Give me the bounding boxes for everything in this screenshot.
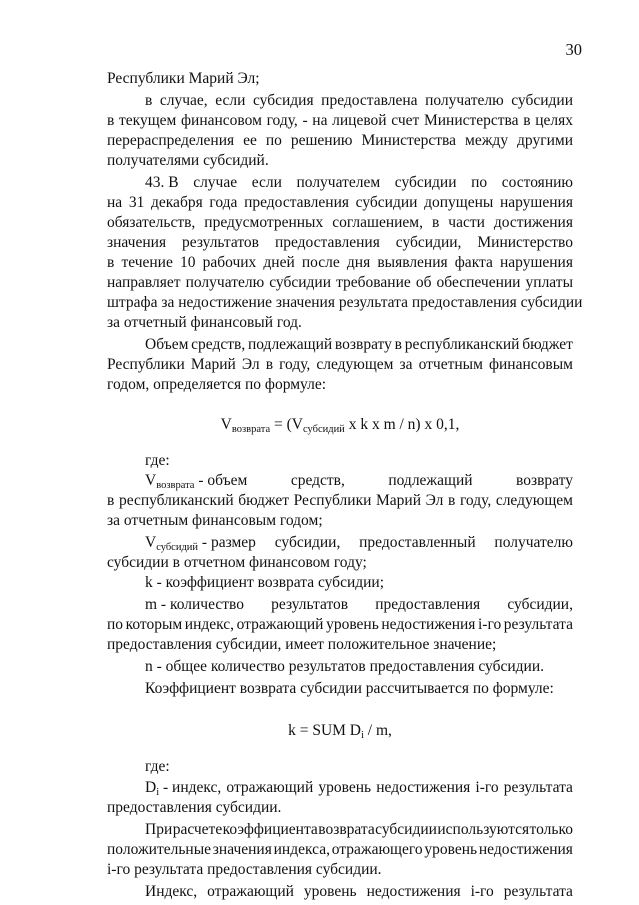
- word: коэффициента: [222, 821, 318, 838]
- word: возврату: [516, 472, 573, 489]
- word: финансовым: [488, 356, 573, 373]
- word: субсидии: [355, 194, 418, 211]
- word: предоставлена: [321, 92, 418, 109]
- word: При: [145, 821, 173, 838]
- word: предоставления: [274, 234, 380, 251]
- word: предоставления: [375, 596, 481, 613]
- formula-return-coefficient: k = SUM $D_i$ / m,: [288, 722, 392, 741]
- word: средств,: [191, 336, 246, 353]
- word: в: [107, 112, 115, 129]
- paragraph-line: за отчетным финансовым годом;: [107, 512, 323, 529]
- word: которым: [125, 616, 183, 633]
- word: факта: [454, 254, 493, 271]
- paragraph-line: i-го результата предоставления субсидии.: [107, 861, 382, 878]
- word: подлежащий: [247, 336, 333, 353]
- word: обязательств,: [107, 214, 196, 231]
- word: отражающий: [207, 883, 294, 900]
- word: перераспределения: [107, 132, 235, 149]
- word: m - количество: [145, 596, 244, 613]
- word: Марий: [376, 492, 422, 509]
- word: отражающий: [226, 779, 314, 796]
- definition-m: [145, 596, 573, 614]
- paragraph-line: [107, 132, 573, 150]
- word: получателю: [494, 534, 573, 551]
- word: субсидии,: [395, 234, 462, 251]
- word: декабря: [151, 194, 203, 211]
- word: возврату: [334, 336, 392, 353]
- word: отчетным: [418, 356, 483, 373]
- word: положительные: [107, 841, 211, 858]
- word: достижения: [493, 214, 573, 231]
- word: течение: [121, 254, 173, 271]
- word: случае,: [159, 92, 208, 109]
- word: только: [529, 821, 573, 838]
- word: Объем: [145, 336, 189, 353]
- word: следующем: [495, 492, 573, 509]
- word: подлежащий: [388, 472, 473, 489]
- word: Марий: [190, 356, 236, 373]
- word: Министерство: [477, 234, 573, 251]
- word: 10: [179, 254, 196, 271]
- paragraph-line: штрафа за недостижение значения результата предоставления субсидии: [107, 294, 583, 311]
- word: недостижения: [381, 616, 476, 633]
- paragraph-line: [107, 356, 573, 374]
- word: недостижения: [366, 883, 461, 900]
- word: дня: [346, 254, 371, 271]
- word: субсидии: [375, 821, 437, 838]
- definition-v-return: $V_{возврата}$ - объем средств, подлежащий возврату: [145, 472, 573, 495]
- word: i-го: [470, 883, 494, 900]
- word: в: [145, 92, 153, 109]
- word: состоянию: [501, 174, 573, 191]
- word: результата: [503, 779, 573, 796]
- word: после: [301, 254, 340, 271]
- page-number: 30: [565, 40, 582, 59]
- word: отражающий: [236, 616, 324, 633]
- word: бюджет: [522, 336, 573, 353]
- word: i-го: [478, 616, 502, 633]
- word: уровень: [424, 841, 478, 858]
- word: Министерства: [361, 132, 457, 149]
- definition-k: k - коэффициент возврата субсидии;: [145, 574, 385, 591]
- paragraph-line: [107, 274, 573, 292]
- word: -: [302, 112, 308, 129]
- word: возврата: [318, 821, 375, 838]
- word: финансовом: [180, 112, 262, 129]
- word: уровень: [326, 616, 379, 633]
- word: Эл: [241, 356, 260, 373]
- paragraph-line: субсидии в отчетном финансовом году;: [107, 554, 367, 571]
- paragraph-line: годом, определяется по формуле:: [107, 376, 327, 393]
- word: допущены: [424, 194, 494, 211]
- word: году,: [279, 356, 311, 373]
- word: результата: [503, 883, 573, 900]
- word: предусмотренных: [204, 214, 324, 231]
- paragraph-line: предоставления субсидии, имеет положительное значение;: [107, 636, 497, 653]
- word: на: [312, 112, 328, 129]
- paragraph-line: предоставления субсидии.: [107, 799, 282, 816]
- word: субсидии: [394, 174, 457, 191]
- paragraph-line: [107, 112, 573, 130]
- word: средств,: [290, 472, 345, 489]
- definition-v-subsidy: $V_{субсидий}$ - размер субсидии, предоставленный получателю: [145, 534, 573, 557]
- word: уплаты: [525, 274, 573, 291]
- word: Министерства: [423, 112, 519, 129]
- word: нарушения: [499, 194, 573, 211]
- word: используются: [437, 821, 530, 838]
- word: Индекс,: [145, 883, 198, 900]
- word: направляет: [107, 274, 181, 291]
- word: если: [215, 92, 246, 109]
- paragraph-line: Коэффициент возврата субсидии рассчитывается по формуле:: [145, 680, 554, 697]
- word: если: [251, 174, 282, 191]
- word: решению: [290, 132, 353, 149]
- word: субсидии: [269, 274, 331, 291]
- paragraph-line: [145, 821, 573, 839]
- word: нарушения: [499, 254, 573, 271]
- word: на: [107, 194, 123, 211]
- definition-n: n - общее количество результатов предоставления субсидии.: [145, 658, 545, 675]
- word: субсидии,: [274, 534, 341, 551]
- word: за: [399, 356, 413, 373]
- word: - объем: [198, 472, 248, 489]
- paragraph-line: Республики Марий Эл;: [107, 70, 260, 87]
- where-label: где:: [145, 758, 170, 775]
- word: рабочих: [202, 254, 257, 271]
- word: получателем: [296, 174, 381, 191]
- word: субсидия: [253, 92, 314, 109]
- where-label: где:: [145, 452, 170, 469]
- paragraph-line: получателями субсидий.: [107, 152, 269, 169]
- word: республиканский: [404, 336, 520, 353]
- word: Республики: [107, 356, 185, 373]
- paragraph-line: [145, 174, 573, 192]
- word: года: [209, 194, 238, 211]
- word: субсидии,: [507, 596, 573, 613]
- word: требование: [336, 274, 411, 291]
- word: уровень: [318, 779, 372, 796]
- word: индекса,: [273, 841, 330, 858]
- word: предоставленный: [359, 534, 476, 551]
- word: случае: [193, 174, 238, 191]
- word: в: [265, 356, 274, 373]
- paragraph-line: [107, 492, 573, 510]
- word: предоставления: [244, 194, 349, 211]
- word: счет: [391, 112, 420, 129]
- paragraph-line: [107, 194, 573, 212]
- word: Республики: [293, 492, 372, 509]
- word: по: [107, 616, 124, 633]
- word: в: [431, 214, 440, 231]
- word: субсидии: [511, 92, 573, 109]
- word: расчете: [172, 821, 223, 838]
- paragraph-line: [107, 214, 573, 232]
- word: значения: [212, 841, 272, 858]
- word: соглашением,: [332, 214, 423, 231]
- word: результатов: [271, 596, 349, 613]
- word: части: [448, 214, 485, 231]
- definition-d: $D_i$ - индекс, отражающий уровень недостижения i-го результата: [145, 779, 573, 802]
- word: в: [523, 112, 531, 129]
- word: по: [471, 174, 488, 191]
- word: недостижения: [376, 779, 471, 796]
- paragraph-line: [145, 92, 573, 110]
- word: 43. В: [145, 174, 179, 191]
- word: уровень: [303, 883, 357, 900]
- paragraph-line: [107, 234, 573, 252]
- word: значения: [107, 234, 167, 251]
- word: 31: [128, 194, 145, 211]
- word: следующем: [316, 356, 394, 373]
- word: об: [415, 274, 432, 291]
- word: республиканский: [118, 492, 234, 509]
- word: по: [265, 132, 282, 149]
- word: в: [107, 492, 115, 509]
- paragraph-line: [145, 336, 573, 354]
- word: результата: [503, 616, 573, 633]
- word: дней: [263, 254, 295, 271]
- word: в: [448, 492, 456, 509]
- word: получателю: [425, 92, 504, 109]
- paragraph-line: [107, 254, 573, 272]
- word: между: [465, 132, 509, 149]
- word: индекс,: [184, 616, 235, 633]
- word: в: [107, 254, 115, 271]
- word: в: [394, 336, 402, 353]
- word: Эл: [425, 492, 444, 509]
- word: целях: [535, 112, 573, 129]
- paragraph-line: за отчетный финансовый год.: [107, 314, 302, 331]
- word: году,: [266, 112, 298, 129]
- word: i-го: [475, 779, 499, 796]
- word: - размер: [201, 534, 256, 551]
- word: году,: [459, 492, 492, 509]
- word: результатов: [182, 234, 259, 251]
- word: выявления: [377, 254, 448, 271]
- word: лицевой: [332, 112, 387, 129]
- word: получателю: [185, 274, 265, 291]
- word: обеспечении: [436, 274, 521, 291]
- word: недостижения: [478, 841, 573, 858]
- paragraph-line: [107, 841, 573, 859]
- word: другими: [517, 132, 573, 149]
- formula-return-volume: $V_{возврата} = (V_{субсидий}$ x k x m / n) x 0,1,: [220, 416, 460, 435]
- word: отражающего: [331, 841, 423, 858]
- word: - индекс,: [163, 779, 222, 796]
- paragraph-line: [107, 616, 573, 634]
- paragraph-line: [145, 883, 573, 901]
- word: бюджет: [238, 492, 290, 509]
- word: текущем: [118, 112, 177, 129]
- word: ее: [243, 132, 257, 149]
